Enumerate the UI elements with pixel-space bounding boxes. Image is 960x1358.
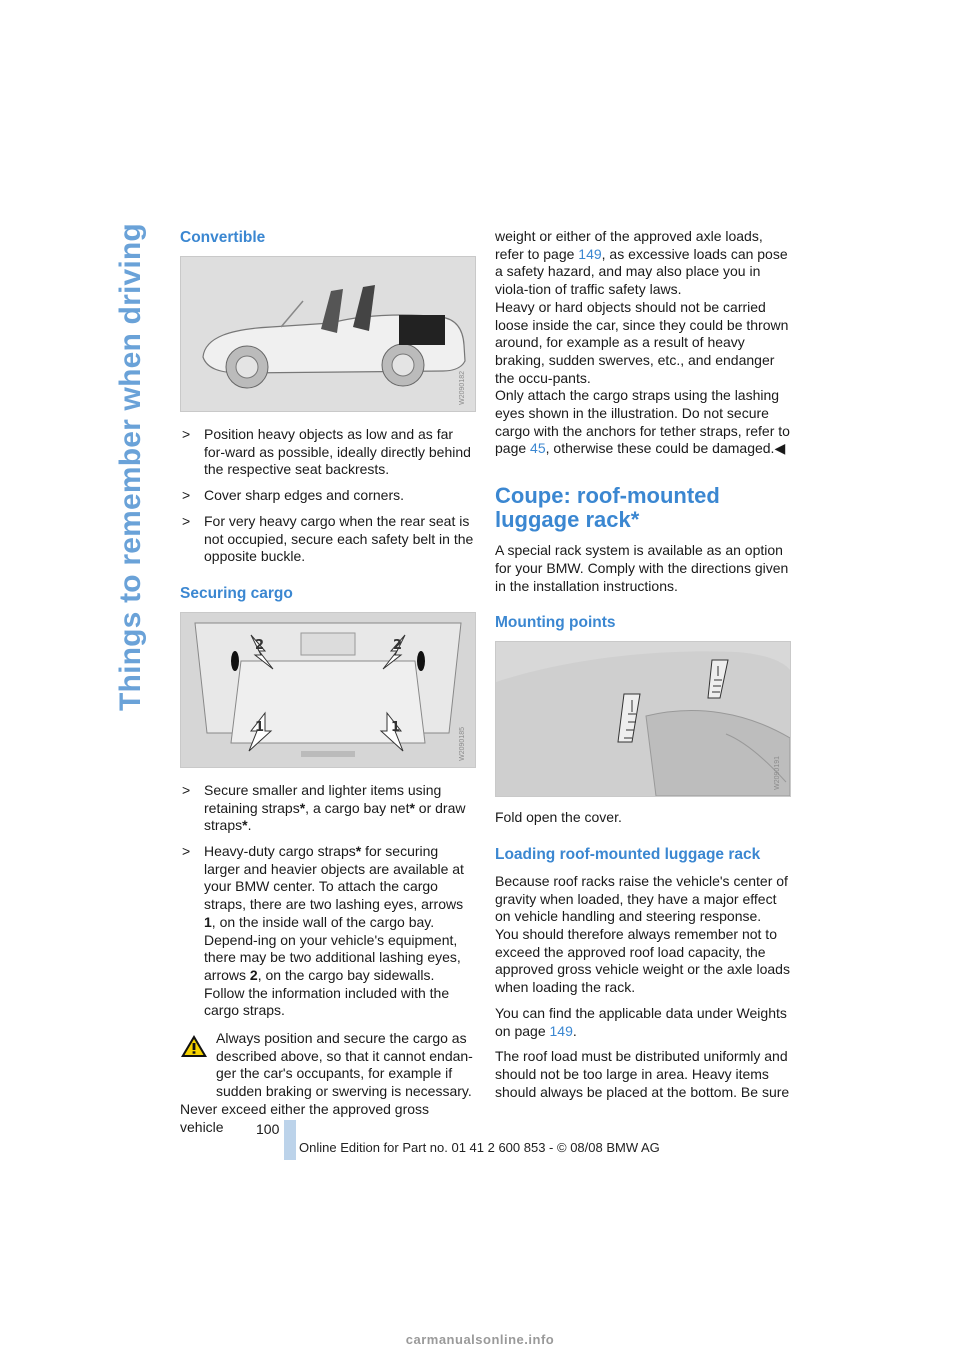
paragraph: Fold open the cover. bbox=[495, 809, 622, 826]
convertible-car-drawing bbox=[181, 257, 475, 411]
paragraph: A special rack system is available as an option for your BMW. Comply with the directions given in the installation instructions. bbox=[495, 542, 789, 594]
coupe-roof-rack-heading: Coupe: roof-mounted luggage rack* bbox=[495, 483, 720, 533]
right-column bbox=[495, 228, 791, 1109]
convertible-illustration bbox=[180, 256, 476, 412]
page-link[interactable]: 149 bbox=[549, 1022, 573, 1039]
side-chapter-title-text: Things to remember when driving bbox=[114, 223, 147, 711]
bullet-text bbox=[204, 843, 464, 1018]
svg-text:1: 1 bbox=[255, 719, 265, 735]
asterisk: * bbox=[299, 799, 306, 816]
asterisk: * bbox=[242, 817, 248, 834]
roof-mounting-illustration bbox=[495, 641, 791, 797]
text-run: You can find the applicable data under Weights on page bbox=[495, 1004, 787, 1039]
cargo-bay-illustration bbox=[180, 612, 476, 768]
text-run: , on the inside wall of the cargo bay. Depend-ing on your vehicle's equipment, there may be two additional lashing eyes, arrows bbox=[204, 913, 461, 983]
warning-continuation: Never exceed either the approved gross vehicle bbox=[180, 1100, 430, 1135]
paragraph bbox=[495, 228, 791, 299]
paragraph: Because roof racks raise the vehicle's center of gravity when loaded, they have a major effect on vehicle handling and steering response. bbox=[495, 872, 788, 925]
bullet-text: Position heavy objects as low and as far for-ward as possible, ideally directly behind the respective seat backrests. bbox=[204, 426, 471, 478]
text-run: for securing larger and heavier objects are available at your BMW center. To attach the cargo straps, there are two lashing eyes, arrows bbox=[204, 843, 464, 913]
text-run: weight or either of the approved axle loads, refer to page bbox=[495, 228, 763, 262]
page-link[interactable]: 45 bbox=[530, 440, 546, 457]
svg-text:1: 1 bbox=[391, 719, 401, 735]
bullet-item bbox=[180, 426, 476, 479]
bullet-text bbox=[204, 782, 466, 833]
paragraph: Heavy or hard objects should not be carried loose inside the car, since they could be thrown around, for example as a result of heavy braking, sudden swerves, etc., and endanger the occu-pants. bbox=[495, 298, 789, 386]
bullet-text: For very heavy cargo when the rear seat is not occupied, secure each safety belt in the opposite buckle. bbox=[204, 512, 474, 565]
cargo-bay-drawing bbox=[181, 613, 475, 767]
warning-triangle-icon bbox=[180, 1034, 208, 1058]
text-run: or draw straps bbox=[204, 799, 466, 834]
page-number: 100 bbox=[256, 1121, 280, 1137]
text-run: Follow the information included with the cargo straps. bbox=[204, 984, 450, 1019]
asterisk: * bbox=[409, 799, 415, 816]
warning-block bbox=[180, 1030, 476, 1101]
footer-edition-text: Online Edition for Part no. 01 41 2 600 853 - © 08/08 BMW AG bbox=[299, 1140, 660, 1155]
figure-code: W2090185 bbox=[459, 727, 467, 761]
bullet-text: Cover sharp edges and corners. bbox=[204, 487, 404, 504]
figure-code: W2090191 bbox=[774, 756, 782, 791]
end-mark-icon: ◀ bbox=[774, 440, 786, 457]
side-chapter-title bbox=[96, 223, 166, 711]
paragraph: You should therefore always remember not to exceed the approved roof load capacity, the approved gross vehicle weight or the axle loads when loading the rack. bbox=[495, 926, 790, 996]
paragraph bbox=[495, 1005, 791, 1040]
warning-text: Always position and secure the cargo as described above, so that it cannot endan-ger the car's occupants, for example if sudden braking or swerving is necessary. bbox=[216, 1030, 473, 1100]
bullet-item bbox=[180, 513, 476, 566]
page-link[interactable]: 149 bbox=[578, 245, 602, 262]
bullet-item bbox=[180, 782, 476, 835]
watermark: carmanualsonline.info bbox=[405, 1332, 555, 1347]
svg-text:2: 2 bbox=[255, 637, 265, 653]
text-run: , otherwise these could be damaged. bbox=[545, 440, 775, 457]
arrow-number: 2 bbox=[249, 966, 258, 983]
asterisk: * bbox=[355, 843, 362, 860]
bullet-mark: > bbox=[182, 512, 191, 529]
convertible-heading: Convertible bbox=[180, 229, 266, 246]
securing-cargo-heading: Securing cargo bbox=[180, 584, 293, 602]
text-run: . bbox=[572, 1022, 577, 1039]
text-run: Only attach the cargo straps using the lashing eyes shown in the illustration. Do not secure cargo with the anchors for tether straps, refer to page bbox=[495, 387, 790, 457]
bullet-mark: > bbox=[182, 781, 191, 798]
mounting-points-heading: Mounting points bbox=[495, 614, 616, 632]
bullet-mark: > bbox=[182, 487, 191, 504]
bullet-item bbox=[180, 843, 476, 1020]
text-run: Heavy-duty cargo straps bbox=[204, 843, 356, 860]
loading-roof-rack-heading: Loading roof-mounted luggage rack bbox=[495, 845, 761, 863]
footer-bar bbox=[284, 1120, 296, 1160]
bullet-item bbox=[180, 487, 476, 505]
text-run: , a cargo bay net bbox=[305, 799, 410, 816]
figure-code: W2090182 bbox=[459, 371, 467, 405]
left-column bbox=[180, 228, 476, 1136]
text-run: , as excessive loads can pose a safety hazard, and may also place you in viola-tion of traffic safety laws. bbox=[495, 245, 788, 298]
text-run: . bbox=[247, 817, 252, 834]
svg-text:2: 2 bbox=[393, 637, 403, 653]
roof-drawing bbox=[496, 642, 790, 796]
text-run: , on the cargo bay sidewalls. bbox=[257, 966, 435, 983]
paragraph bbox=[495, 387, 791, 458]
bullet-mark: > bbox=[182, 426, 191, 442]
arrow-number: 1 bbox=[204, 913, 212, 930]
text-run: Secure smaller and lighter items using retaining straps bbox=[204, 781, 442, 816]
bullet-mark: > bbox=[182, 843, 191, 860]
paragraph: The roof load must be distributed uniformly and should not be too large in area. Heavy items should always be placed at the bottom. Be sure bbox=[495, 1048, 790, 1100]
